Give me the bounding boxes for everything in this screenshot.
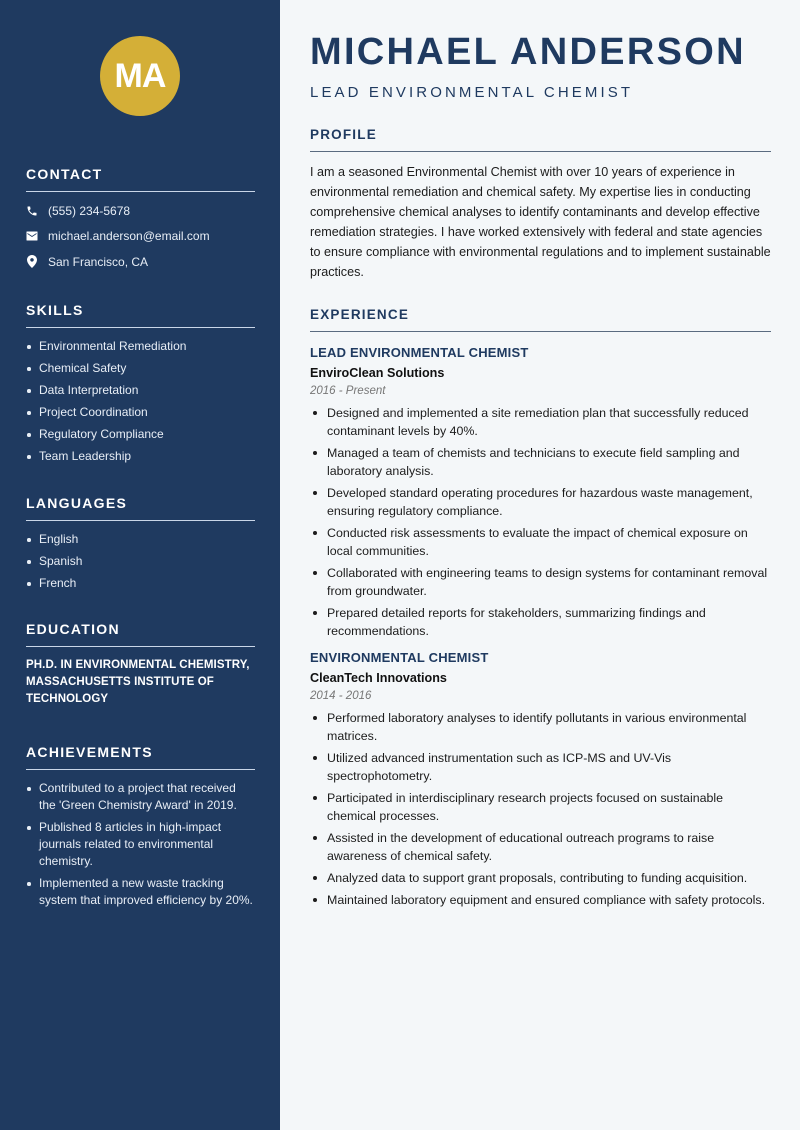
job-bullet: Developed standard operating procedures for hazardous waste management, ensuring regulatory compliance. xyxy=(310,484,771,520)
job-bullet: Participated in interdisciplinary research projects focused on sustainable chemical processes. xyxy=(310,789,771,825)
contact-email xyxy=(26,224,255,250)
candidate-title: LEAD ENVIRONMENTAL CHEMIST xyxy=(310,84,634,101)
language-item: English xyxy=(26,531,255,548)
avatar xyxy=(100,36,180,116)
contact-phone xyxy=(26,198,255,224)
languages-heading: LANGUAGES xyxy=(26,495,255,521)
job-bullet: Maintained laboratory equipment and ensured compliance with safety protocols. xyxy=(310,891,771,909)
main-content xyxy=(280,0,800,1130)
job-dates: 2014 - 2016 xyxy=(310,690,372,702)
education-section xyxy=(26,621,255,708)
languages-section xyxy=(26,495,255,597)
job-bullet: Designed and implemented a site remediation plan that successfully reduced contaminant levels by 40%. xyxy=(310,404,771,440)
achievements-section xyxy=(26,744,255,914)
contact-heading: CONTACT xyxy=(26,166,255,192)
job-bullet: Collaborated with engineering teams to design systems for contaminant removal from groundwater. xyxy=(310,564,771,600)
contact-phone-text[interactable]: (555) 234-5678 xyxy=(48,203,131,218)
phone-icon xyxy=(26,205,38,217)
email-icon xyxy=(26,230,38,242)
location-pin-icon xyxy=(26,256,38,268)
avatar-initials: MA xyxy=(114,56,166,95)
skill-item: Data Interpretation xyxy=(26,382,255,399)
language-item: French xyxy=(26,575,255,592)
job-entry xyxy=(310,650,771,909)
job-dates: 2016 - Present xyxy=(310,385,386,397)
job-company: EnviroClean Solutions xyxy=(310,366,445,380)
profile-section xyxy=(310,127,771,282)
job-bullet: Prepared detailed reports for stakeholders, summarizing findings and recommendations. xyxy=(310,604,771,640)
job-bullet: Performed laboratory analyses to identify pollutants in various environmental matrices. xyxy=(310,709,771,745)
job-title: ENVIRONMENTAL CHEMIST xyxy=(310,650,489,665)
skills-list xyxy=(26,338,255,465)
candidate-name: MICHAEL ANDERSON xyxy=(310,31,746,73)
achievement-item: Implemented a new waste tracking system that improved efficiency by 20%. xyxy=(26,875,255,909)
contact-list xyxy=(26,198,255,275)
job-bullet: Utilized advanced instrumentation such as ICP-MS and UV-Vis spectrophotometry. xyxy=(310,749,771,785)
job-bullet: Analyzed data to support grant proposals, contributing to funding acquisition. xyxy=(310,869,771,887)
job-bullet: Assisted in the development of educational outreach programs to raise awareness of chemical safety. xyxy=(310,829,771,865)
skills-heading: SKILLS xyxy=(26,302,255,328)
job-bullets xyxy=(310,404,771,640)
job-bullets xyxy=(310,709,771,909)
skill-item: Regulatory Compliance xyxy=(26,426,255,443)
education-degree: PH.D. IN ENVIRONMENTAL CHEMISTRY, MASSACHUSETTS INSTITUTE OF TECHNOLOGY xyxy=(26,659,250,705)
education-heading: EDUCATION xyxy=(26,621,255,647)
skill-item: Team Leadership xyxy=(26,448,255,465)
achievements-list xyxy=(26,780,255,909)
experience-section xyxy=(310,307,771,913)
job-bullet: Conducted risk assessments to evaluate the impact of chemical exposure on local communities. xyxy=(310,524,771,560)
contact-email-text[interactable]: michael.anderson@email.com xyxy=(48,229,210,244)
job-entry xyxy=(310,345,771,640)
contact-location xyxy=(26,249,255,275)
achievements-heading: ACHIEVEMENTS xyxy=(26,744,255,770)
skills-section xyxy=(26,302,255,470)
languages-list xyxy=(26,531,255,592)
profile-text: I am a seasoned Environmental Chemist with over 10 years of experience in environmental remediation and chemical safety. My expertise lies in conducting comprehensive chemical analyses to identify contaminants and develop effective remediation strategies. I have worked extensively with federal and state agencies to ensure compliance with environmental regulations and to implement sustainable practices. xyxy=(310,165,771,279)
contact-section xyxy=(26,166,255,275)
achievement-item: Contributed to a project that received the 'Green Chemistry Award' in 2019. xyxy=(26,780,255,814)
skill-item: Project Coordination xyxy=(26,404,255,421)
experience-heading: EXPERIENCE xyxy=(310,307,771,332)
sidebar xyxy=(0,0,280,1130)
skill-item: Environmental Remediation xyxy=(26,338,255,355)
skill-item: Chemical Safety xyxy=(26,360,255,377)
contact-location-text: San Francisco, CA xyxy=(48,254,149,269)
job-bullet: Managed a team of chemists and technicians to execute field sampling and laboratory analysis. xyxy=(310,444,771,480)
job-company: CleanTech Innovations xyxy=(310,671,447,685)
achievement-item: Published 8 articles in high-impact journals related to environmental chemistry. xyxy=(26,819,255,870)
language-item: Spanish xyxy=(26,553,255,570)
job-title: LEAD ENVIRONMENTAL CHEMIST xyxy=(310,345,529,360)
profile-heading: PROFILE xyxy=(310,127,771,152)
